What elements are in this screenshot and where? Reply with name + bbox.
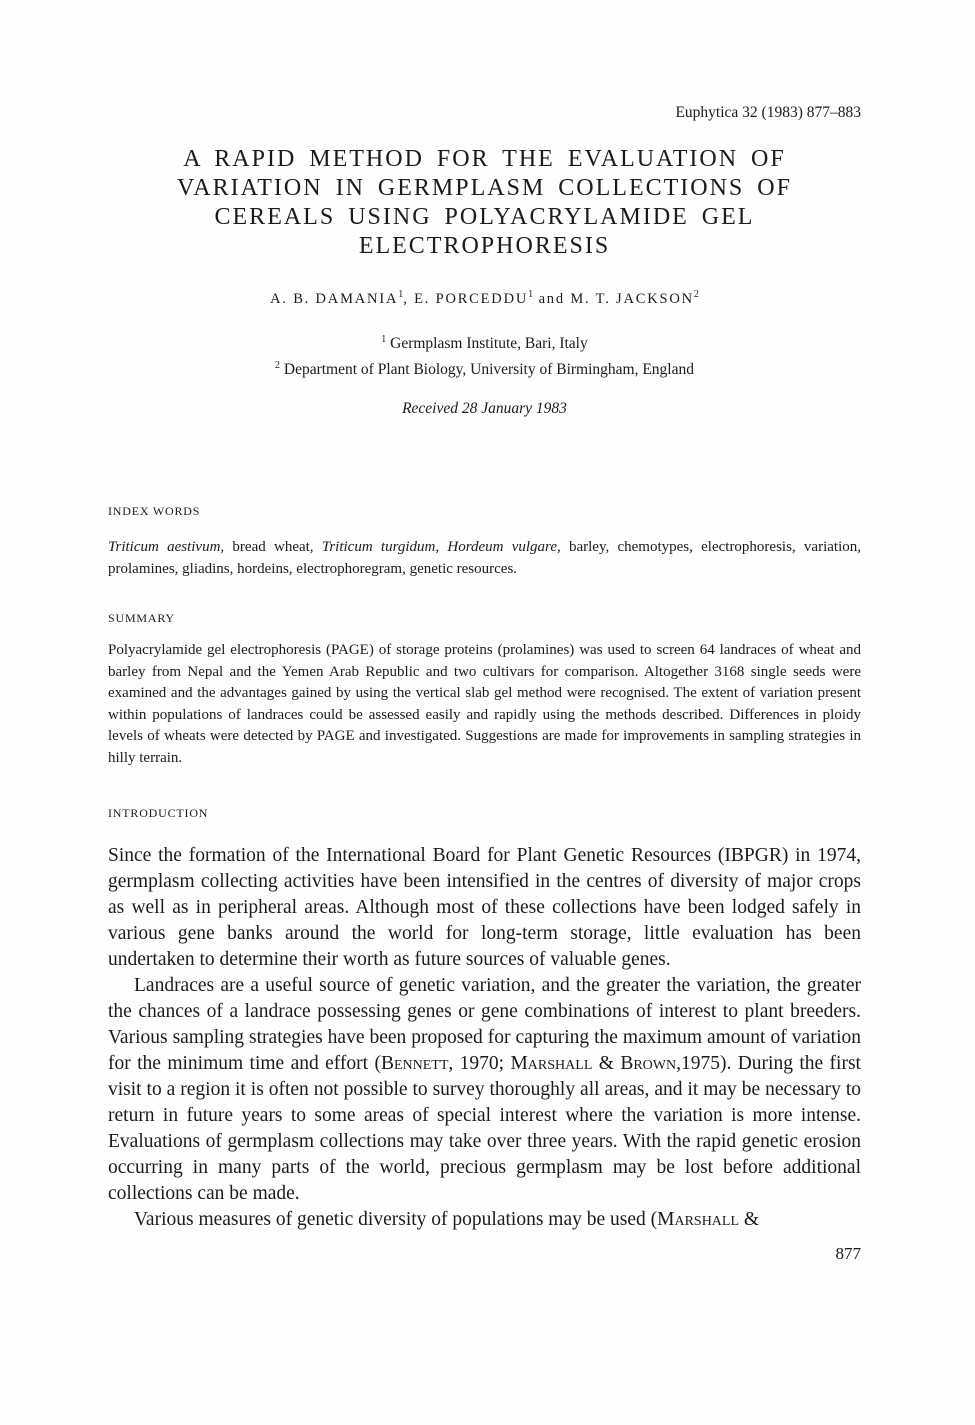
intro-paragraph-2-text-2: , 1970; <box>448 1053 511 1074</box>
citation-marshall: Marshall <box>510 1053 593 1074</box>
citation-brown: Brown <box>620 1053 677 1074</box>
affiliations <box>108 331 861 383</box>
intro-paragraph-2 <box>108 973 861 1207</box>
intro-paragraph-2-text-4: ,1975). During the first visit to a region it is often not possible to survey thoroughly all areas, and it may be necessary to return in future years to some areas of special interest where the variation is more intense. Evaluations of germplasm collections may take over three years. With the rapid genetic erosion occurring in many parts of the world, precious germplasm may be lost before additional collections can be made. <box>108 1053 861 1204</box>
author-name-2: , E. PORCEDDU <box>403 291 529 307</box>
intro-paragraph-3 <box>108 1207 861 1233</box>
citation-bennett: Bennett <box>380 1053 449 1074</box>
intro-paragraph-3-text-2: & <box>739 1209 760 1230</box>
citation-marshall-2: Marshall <box>657 1209 740 1230</box>
affiliation-2-marker: 2 <box>275 359 280 371</box>
index-words-text <box>108 537 861 580</box>
title-line-3: CEREALS USING POLYACRYLAMIDE GEL <box>214 204 755 230</box>
introduction-heading: INTRODUCTION <box>108 806 209 820</box>
intro-paragraph-2-text-1: Landraces are a useful source of genetic variation, and the greater the variation, the greater the chances of a landrace possessing genes or gene combinations of interest to plant breeders. Various sampling strategies have been proposed for capturing the maximum amount of variation for the minimum time and effort ( <box>108 975 861 1074</box>
affiliation-2 <box>108 357 861 383</box>
affiliation-2-text: Department of Plant Biology, University of Birmingham, England <box>280 361 694 378</box>
index-words-plain-1: bread wheat, <box>224 539 322 555</box>
author-name-3: and M. T. JACKSON <box>533 291 694 307</box>
intro-paragraph-2-text-3: & <box>592 1053 621 1074</box>
summary-heading: SUMMARY <box>108 611 175 625</box>
journal-reference: Euphytica 32 (1983) 877–883 <box>675 104 861 121</box>
affiliation-1 <box>108 331 861 357</box>
title-line-1: A RAPID METHOD FOR THE EVALUATION OF <box>183 146 786 172</box>
index-words-plain-2: barley, chemotypes, electrophoresis, variation, prolamines, gliadins, hordeins, electrophoregram, genetic resources. <box>108 539 861 577</box>
author-affiliation-ref-3: 2 <box>693 289 699 301</box>
affiliation-1-text: Germplasm Institute, Bari, Italy <box>386 335 588 352</box>
summary-text: Polyacrylamide gel electrophoresis (PAGE) of storage proteins (prolamines) was used to screen 64 landraces of wheat and barley from Nepal and the Yemen Arab Republic and two cultivars for comparison. Altogether 3168 single seeds were examined and the advantages gained by using the vertical slab gel method were recognised. The extent of variation present within populations of landraces could be assessed easily and rapidly using the methods described. Differences in ploidy levels of wheats were detected by PAGE and investigated. Suggestions are made for improvements in sampling strategies in hilly terrain. <box>108 642 861 766</box>
intro-paragraph-3-text-1: Various measures of genetic diversity of populations may be used ( <box>134 1209 658 1230</box>
title-line-4: ELECTROPHORESIS <box>358 233 611 259</box>
affiliation-1-marker: 1 <box>381 333 387 345</box>
index-words-species-1: Triticum aestivum, <box>108 539 225 555</box>
author-name-1: A. B. DAMANIA <box>270 291 399 307</box>
page-number: 877 <box>835 1244 861 1263</box>
author-affiliation-ref-1: 1 <box>398 289 404 301</box>
received-date: Received 28 January 1983 <box>402 400 567 417</box>
intro-paragraph-1: Since the formation of the International Board for Plant Genetic Resources (IBPGR) in 1974, germplasm collecting activities have been intensified in the centres of diversity of major crops as well as in peripheral areas. Although most of these collections have been lodged safely in various gene banks around the world for long-term storage, little evaluation has been undertaken to determine their worth as future sources of valuable genes. <box>108 845 861 970</box>
title-line-2: VARIATION IN GERMPLASM COLLECTIONS OF <box>177 175 792 201</box>
page-content <box>108 0 861 1265</box>
paper-title <box>108 145 861 261</box>
index-words-species-2: Triticum turgidum, Hordeum vulgare, <box>321 539 561 555</box>
author-affiliation-ref-2: 1 <box>528 289 534 301</box>
index-words-heading: INDEX WORDS <box>108 504 201 518</box>
authors-line <box>108 289 861 309</box>
